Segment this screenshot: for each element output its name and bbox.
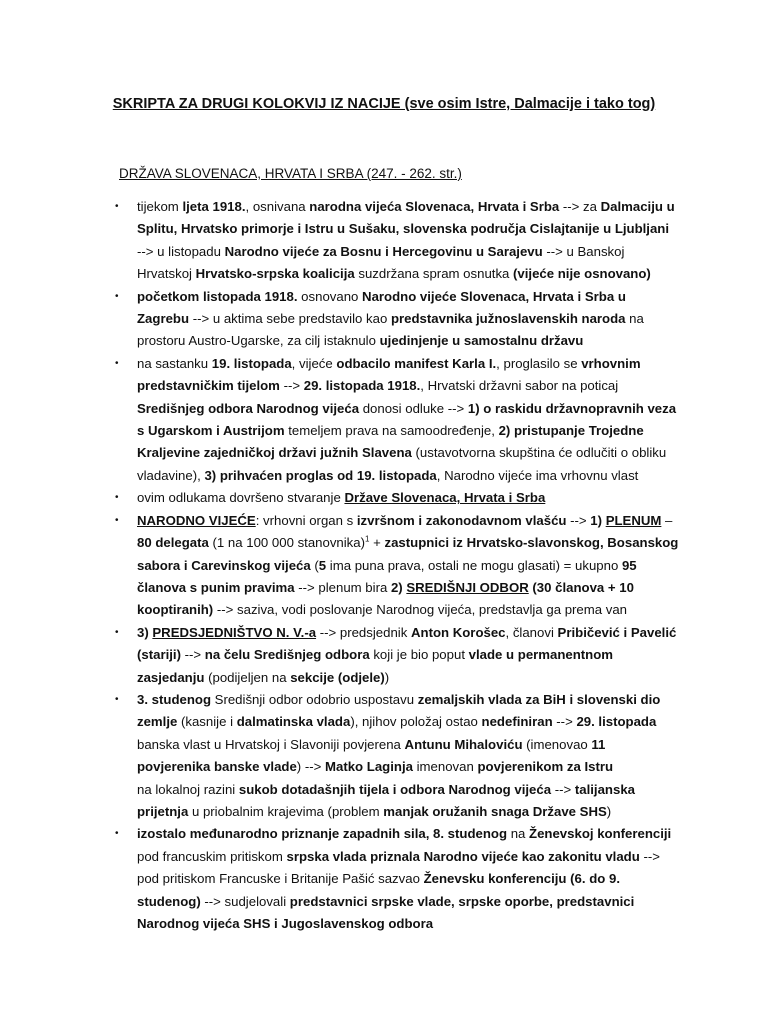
text-run: pod pritiskom Francuske i Britanije Pašić sazvao	[137, 871, 424, 887]
text-run: pod francuskim pritiskom	[137, 848, 287, 864]
text-run: povjerenikom za Istru	[477, 759, 614, 775]
text-run: prostoru Austro-Ugarske, za cilj istaknulo	[137, 333, 380, 349]
bullet-icon: •	[115, 357, 119, 369]
list-item	[115, 510, 697, 622]
text-run: (imenovao	[522, 736, 592, 752]
text-run: +	[369, 535, 385, 551]
text-run: Pribičević i Pavelić	[557, 624, 677, 640]
text-run: Zagrebu	[137, 311, 190, 327]
list-item	[137, 779, 697, 824]
text-run: Narodno vijeće za Bosnu i Hercegovinu u Sarajevu	[224, 243, 543, 259]
bullet-icon: •	[115, 492, 119, 504]
text-run: prijetnja	[137, 803, 189, 819]
text-run: Središnjeg odbora Narodnog vijeća	[137, 400, 360, 416]
text-run: Splitu, Hrvatsko primorje i Istru u Sušaku, slovenska područja Cislajtanije u Ljubljani	[137, 221, 670, 237]
text-run: –	[661, 512, 673, 528]
text-run: PREDSJEDNIŠTVO N. V.-a	[152, 624, 317, 640]
text-run: --> za	[559, 199, 601, 214]
bullet-icon: •	[115, 201, 119, 212]
text-run: suzdržana spram osnutka	[354, 266, 514, 282]
list-item	[115, 286, 697, 353]
text-run: 95	[621, 557, 637, 573]
text-run: Ženevskoj konferenciji	[529, 826, 672, 842]
text-run: -->	[552, 714, 577, 730]
text-run: predstavnika južnoslavenskih naroda	[390, 311, 626, 327]
bullet-list	[115, 196, 697, 935]
text-run: Antunu Mihaloviću	[404, 736, 523, 752]
text-run: , proglasilo se	[496, 355, 582, 371]
text-run: (kasnije i	[177, 714, 237, 730]
text-run: donosi odluke -->	[359, 400, 468, 416]
text-run: Narodno vijeće Slovenaca, Hrvata i Srba u	[362, 288, 626, 304]
text-run: 3) prihvaćen proglas od 19. listopada	[204, 467, 437, 483]
text-run: početkom listopada 1918.	[137, 288, 298, 304]
text-run: ljeta 1918.	[182, 199, 246, 214]
text-run: ) -->	[296, 759, 326, 775]
text-run: na	[507, 826, 530, 842]
text-run: odbacilo manifest Karla I.	[336, 355, 497, 371]
text-run: zemlje	[137, 714, 178, 730]
text-run: kooptiranih)	[137, 602, 214, 618]
text-run: Hrvatsko-srpska koalicija	[195, 266, 355, 282]
bullet-icon: •	[115, 514, 119, 526]
text-run: 19. listopada	[211, 355, 292, 371]
text-run: u priobalnim krajevima (problem	[188, 803, 384, 819]
text-run: )	[384, 669, 390, 685]
text-run: članova s punim pravima	[137, 579, 295, 595]
text-run: 80 delegata	[137, 535, 209, 551]
text-run: --> u Banskoj	[542, 243, 625, 259]
text-run: osnovano	[297, 288, 363, 304]
text-run: -->	[639, 848, 660, 864]
text-run: , Hrvatski državni sabor na poticaj	[420, 378, 619, 394]
text-run: tijekom	[137, 199, 183, 214]
bullet-icon: •	[115, 290, 119, 302]
bullet-icon: •	[115, 828, 119, 840]
list-item	[115, 823, 697, 935]
text-run: imenovan	[412, 759, 478, 775]
text-run: vrhovnim	[581, 355, 641, 371]
text-run: --> predsjednik	[316, 624, 411, 640]
text-run: ujedinjenje u samostalnu državu	[379, 333, 584, 349]
text-run: (1 na 100 000 stanovnika)	[208, 535, 366, 551]
text-run: (ustavotvorna skupština će odlučiti o obliku	[411, 445, 667, 461]
text-run: PLENUM	[605, 512, 662, 528]
text-run: Države Slovenaca, Hrvata i Srba	[344, 490, 546, 506]
section-heading: DRŽAVA SLOVENACA, HRVATA I SRBA (247. - 262. str.)	[119, 166, 462, 181]
text-run: predstavnici srpske vlade, srpske oporbe, predstavnici	[289, 893, 635, 909]
text-run: ima puna prava, ostali ne mogu glasati) = ukupno	[326, 557, 622, 573]
text-run: 3. studenog	[137, 691, 211, 707]
bullet-icon: •	[115, 626, 119, 638]
text-run: --> saziva, vodi poslovanje Narodnog vijeća, predstavlja ga prema van	[213, 602, 627, 618]
text-run: ), njihov položaj ostao	[350, 714, 482, 730]
text-run: vlade u permanentnom	[468, 647, 614, 663]
text-run: vladavine),	[137, 467, 205, 483]
list-item	[115, 622, 697, 689]
text-run: SREDIŠNJI ODBOR	[406, 579, 529, 595]
text-run: zasjedanju	[137, 669, 205, 685]
text-run: 29. listopada 1918.	[303, 378, 421, 394]
page-title: SKRIPTA ZA DRUGI KOLOKVIJ IZ NACIJE (sve osim Istre, Dalmacije i tako tog)	[112, 96, 656, 112]
text-run: srpska vlada priznala Narodno vijeće kao zakonitu vladu	[286, 848, 640, 864]
text-run: na lokalnoj razini	[137, 781, 239, 797]
text-run: -->	[180, 647, 205, 663]
text-run: )	[606, 803, 612, 819]
text-run: talijanska	[574, 781, 635, 797]
text-run: izostalo međunarodno priznanje zapadnih sila, 8. studenog	[137, 826, 508, 842]
text-run: na sastanku	[137, 355, 212, 371]
list-item	[115, 487, 697, 509]
text-run: , Narodno vijeće ima vrhovnu vlast	[436, 467, 639, 483]
text-run: Dalmaciju u	[600, 199, 675, 214]
text-run: zastupnici iz Hrvatsko-slavonskog, Bosanskog	[384, 535, 679, 551]
text-run: koji je bio poput	[369, 647, 469, 663]
text-run: 2)	[390, 579, 407, 595]
text-run: s Ugarskom i Austrijom	[137, 423, 285, 439]
text-run: banska vlast u Hrvatskoj i Slavoniji povjerena	[137, 736, 405, 752]
text-run: (podijeljen na	[204, 669, 291, 685]
text-run: -->	[551, 781, 575, 797]
text-run: Anton Korošec	[410, 624, 506, 640]
text-run: dalmatinska vlada	[236, 714, 351, 730]
text-run: , članovi	[505, 624, 558, 640]
list-item	[115, 353, 697, 487]
text-run: manjak oružanih snaga Države SHS	[383, 803, 607, 819]
text-run: -->	[279, 378, 304, 394]
text-run: --> plenum bira	[294, 579, 391, 595]
list-item	[115, 196, 697, 286]
text-run: Kraljevine zajedničkoj državi južnih Slavena	[137, 445, 412, 461]
list-item	[115, 689, 697, 779]
text-run: Ženevsku konferenciju (6. do 9.	[423, 871, 620, 887]
text-run: sabora i Carevinskog vijeća	[137, 557, 311, 573]
text-run: na	[625, 311, 644, 327]
text-run: ovim odlukama dovršeno stvaranje	[137, 490, 345, 506]
text-run: (stariji)	[137, 647, 181, 663]
text-run: zemaljskih vlada za BiH i slovenski dio	[417, 691, 661, 707]
bullet-icon: •	[115, 693, 119, 705]
text-run: temeljem prava na samoodređenje,	[284, 423, 499, 439]
text-run: NARODNO VIJEĆE	[137, 512, 256, 528]
text-run: --> sudjelovali	[200, 893, 290, 909]
text-run: 2) pristupanje Trojedne	[498, 423, 644, 439]
text-run: 1	[365, 534, 370, 544]
text-run: sukob dotadašnjih tijela i odbora Narodnog vijeća	[238, 781, 552, 797]
text-run: 1) o raskidu državnopravnih veza	[467, 400, 677, 416]
text-run: -->	[566, 512, 591, 528]
text-run: izvršnom i zakonodavnom vlašću	[356, 512, 567, 528]
text-run: nedefiniran	[481, 714, 553, 730]
text-run: 1)	[590, 512, 606, 528]
text-run: narodna vijeća Slovenaca, Hrvata i Srba	[309, 199, 560, 214]
text-run: predstavničkim tijelom	[137, 378, 280, 394]
text-run: (vijeće nije osnovano)	[513, 266, 651, 282]
text-run: na čelu Središnjeg odbora	[204, 647, 370, 663]
text-run: : vrhovni organ s	[255, 512, 357, 528]
text-run: Matko Laginja	[325, 759, 413, 775]
text-run: Hrvatskoj	[137, 266, 196, 282]
text-run: 29. listopada	[576, 714, 657, 730]
text-run: --> u listopadu	[137, 243, 225, 259]
text-run: povjerenika banske vlade	[137, 759, 297, 775]
text-run: Narodnog vijeća SHS i Jugoslavenskog odbora	[137, 916, 434, 931]
text-run: Središnji odbor odobrio uspostavu	[211, 691, 418, 707]
text-run: 11	[591, 736, 606, 752]
text-run: , vijeće	[291, 355, 337, 371]
text-run: sekcije (odjele)	[290, 669, 385, 685]
text-run: studenog)	[137, 893, 201, 909]
text-run: (	[310, 557, 319, 573]
text-run: (30 članova + 10	[528, 579, 634, 595]
text-run: --> u aktima sebe predstavilo kao	[189, 311, 391, 327]
text-run: 3)	[137, 624, 153, 640]
text-run: , osnivana	[245, 199, 310, 214]
text-run: 5	[318, 557, 327, 573]
